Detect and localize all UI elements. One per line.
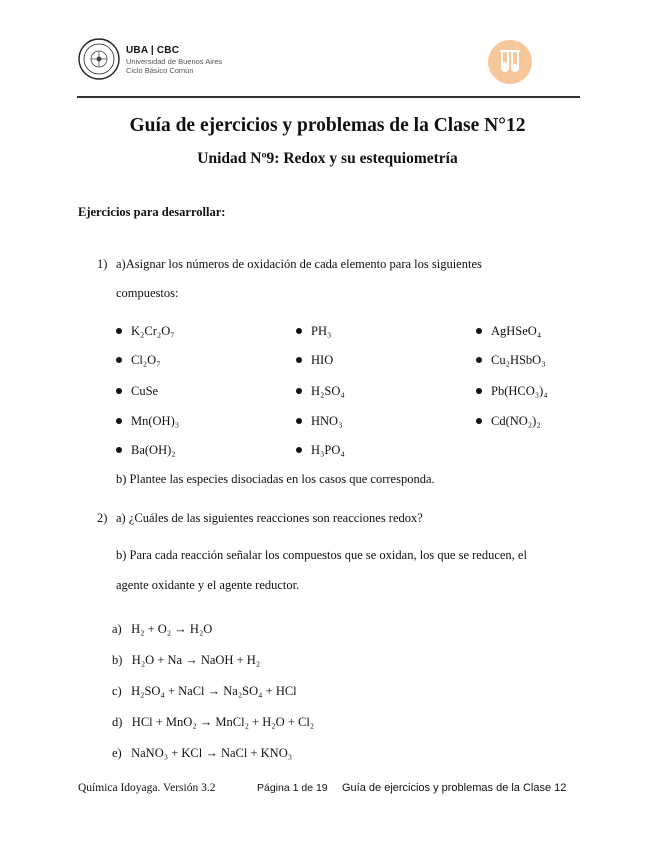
reaction-item: a) H₂ + O₂ → H₂O: [112, 622, 213, 636]
compound-item: Cu₂HSbO₃: [476, 353, 546, 368]
bullet-icon: [116, 328, 122, 334]
bullet-icon: [116, 357, 122, 363]
exercise-1-statement: a)Asignar los números de oxidación de cada elemento para los siguientes: [116, 257, 482, 271]
page-title: Guía de ejercicios y problemas de la Clase N°12: [129, 115, 526, 136]
logo-brand: UBA | CBC: [126, 45, 180, 56]
compound-item: Mn(OH)₃: [116, 414, 179, 429]
exercise-1-number: 1): [97, 257, 108, 271]
footer-page-number: Página 1 de 19: [257, 782, 328, 794]
university-seal-logo: [78, 38, 120, 80]
reaction-item: e) NaNO₃ + KCl → NaCl + KNO₃: [112, 746, 293, 760]
compound-item: Cd(NO₂)₂: [476, 414, 541, 429]
exercise-1-part-b: b) Plantee las especies disociadas en los casos que corresponda.: [116, 472, 435, 486]
bullet-icon: [116, 388, 122, 394]
reaction-item: d) HCl + MnO₂ → MnCl₂ + H₂O + Cl₂: [112, 715, 315, 729]
test-tubes-icon: [488, 40, 532, 84]
exercise-2-part-a: a) ¿Cuáles de las siguientes reacciones son reacciones redox?: [116, 511, 423, 525]
university-name: Universidad de Buenos Aires: [126, 57, 223, 66]
compound-item: Cl₂O₇: [116, 353, 161, 368]
exercise-2-part-b-cont: agente oxidante y el agente reductor.: [116, 578, 300, 592]
bullet-icon: [116, 447, 122, 453]
footer-document-title: Guía de ejercicios y problemas de la Clase 12: [342, 782, 567, 794]
exercise-1-statement-cont: compuestos:: [116, 286, 179, 300]
exercise-2-number: 2): [97, 511, 108, 525]
bullet-icon: [476, 418, 482, 424]
header-divider: [77, 96, 580, 98]
page-subtitle: Unidad Nº9: Redox y su estequiometría: [197, 150, 458, 167]
compound-item: HNO₃: [296, 414, 342, 429]
bullet-icon: [296, 328, 302, 334]
compound-item: HIO: [296, 353, 333, 368]
compound-item: AgHSeO₄: [476, 324, 541, 339]
compound-item: H₃PO₄: [296, 443, 345, 458]
bullet-icon: [476, 328, 482, 334]
bullet-icon: [296, 388, 302, 394]
bullet-icon: [476, 357, 482, 363]
bullet-icon: [296, 418, 302, 424]
bullet-icon: [476, 388, 482, 394]
compound-item: PH₃: [296, 324, 331, 339]
compound-item: H₂SO₄: [296, 384, 345, 399]
reaction-item: b) H₂O + Na → NaOH + H₂: [112, 653, 261, 667]
bullet-icon: [296, 447, 302, 453]
section-heading: Ejercicios para desarrollar:: [78, 205, 226, 219]
exercise-2-part-b: b) Para cada reacción señalar los compuestos que se oxidan, los que se reducen, el: [116, 548, 527, 562]
compound-item: Ba(OH)₂: [116, 443, 176, 458]
reaction-item: c) H₂SO₄ + NaCl → Na₂SO₄ + HCl: [112, 684, 297, 698]
compound-item: K₂Cr₂O₇: [116, 324, 175, 339]
bullet-icon: [296, 357, 302, 363]
footer-version: Química Idoyaga. Versión 3.2: [78, 782, 216, 794]
bullet-icon: [116, 418, 122, 424]
compound-item: CuSe: [116, 384, 158, 399]
cycle-name: Ciclo Básico Común: [126, 66, 194, 75]
compound-item: Pb(HCO₃)₄: [476, 384, 548, 399]
